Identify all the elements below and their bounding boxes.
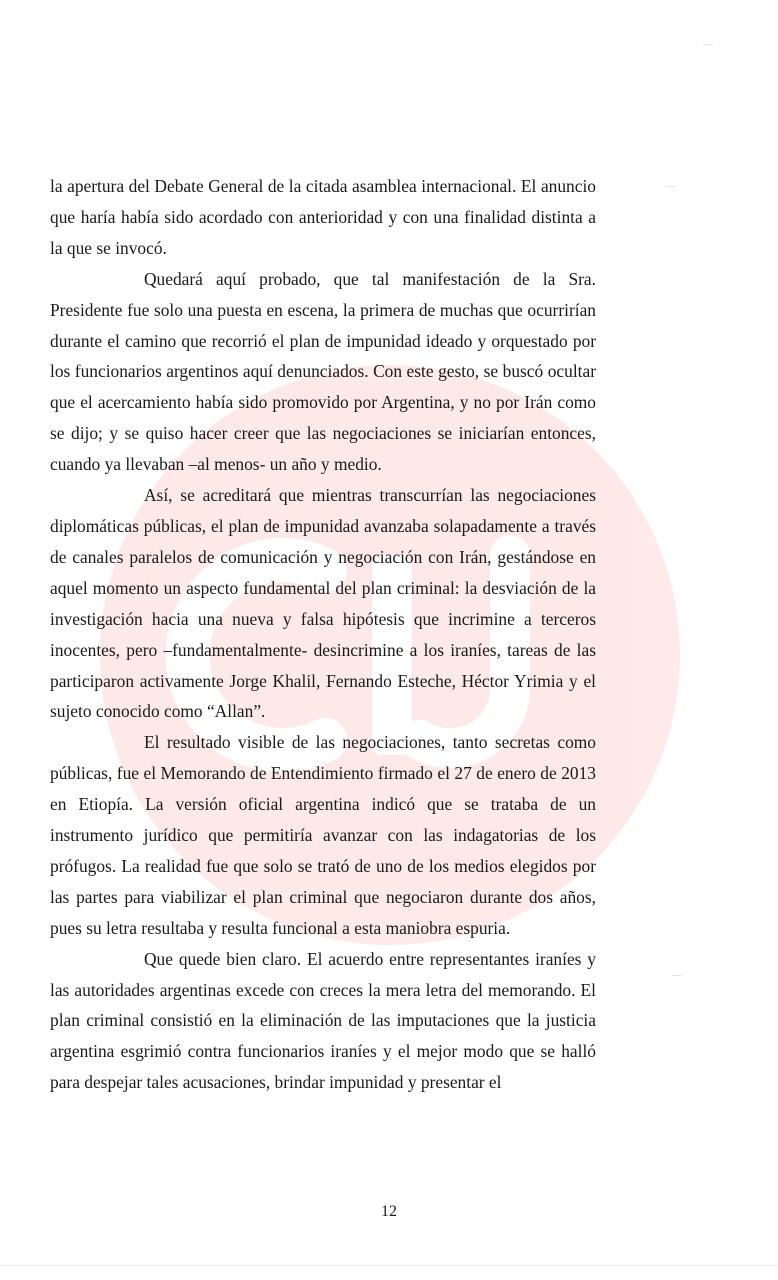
paragraph-1: la apertura del Debate General de la citada asamblea internacional. El anuncio que haría había sido acordado con anterioridad y con una finalidad distinta a la que se invocó. [50,176,596,258]
bottom-edge-line [0,1265,778,1266]
page-number: 12 [381,1203,397,1220]
scan-artifact [672,975,682,976]
paragraph-3: Así, se acreditará que mientras transcurrían las negociaciones diplomáticas públicas, el plan de impunidad avanzaba solapadamente a través de canales paralelos de comunicación y negociación con Irán, gestándose en aquel momento un aspecto fundamental del plan criminal: la desviación de la investigación hacia una nueva y falsa hipótesis que incrimine a terceros inocentes, pero –fundamentalmente- desincrimine a los iraníes, tareas de las participaron activamente Jorge Khalil, Fernando Esteche, Héctor Yrimia y el sujeto conocido como “Allan”. [50,485,596,722]
paragraph-2: Quedará aquí probado, que tal manifestación de la Sra. Presidente fue solo una puesta en escena, la primera de muchas que ocurrirían durante el camino que recorrió el plan de impunidad ideado y orquestado por los funcionarios argentinos aquí denunciados. Con este gesto, se buscó ocultar que el acercamiento había sido promovido por Argentina, y no por Irán como se dijo; y se quiso hacer creer que las negociaciones se iniciarían entonces, cuando ya llevaban –al menos- un año y medio. [50,268,596,475]
paragraph-5: Que quede bien claro. El acuerdo entre representantes iraníes y las autoridades argentinas excede con creces la mera letra del memorando. El plan criminal consistió en la eliminación de las imputaciones que la justicia argentina esgrimió contra funcionarios iraníes y el mejor modo que se halló para despejar tales acusaciones, brindar impunidad y presentar el [50,948,596,1093]
scan-artifact [703,44,713,45]
body-text [50,171,596,1098]
scan-artifact [666,186,676,187]
paragraph-4: El resultado visible de las negociaciones, tanto secretas como públicas, fue el Memorando de Entendimiento firmado el 27 de enero de 2013 en Etiopía. La versión oficial argentina indicó que se trataba de un instrumento jurídico que permitiría avanzar con las indagatorias de los prófugos. La realidad fue que solo se trató de uno de los medios elegidos por las partes para viabilizar el plan criminal que negociaron durante dos años, pues su letra resultaba y resulta funcional a esta maniobra espuria. [50,732,596,938]
